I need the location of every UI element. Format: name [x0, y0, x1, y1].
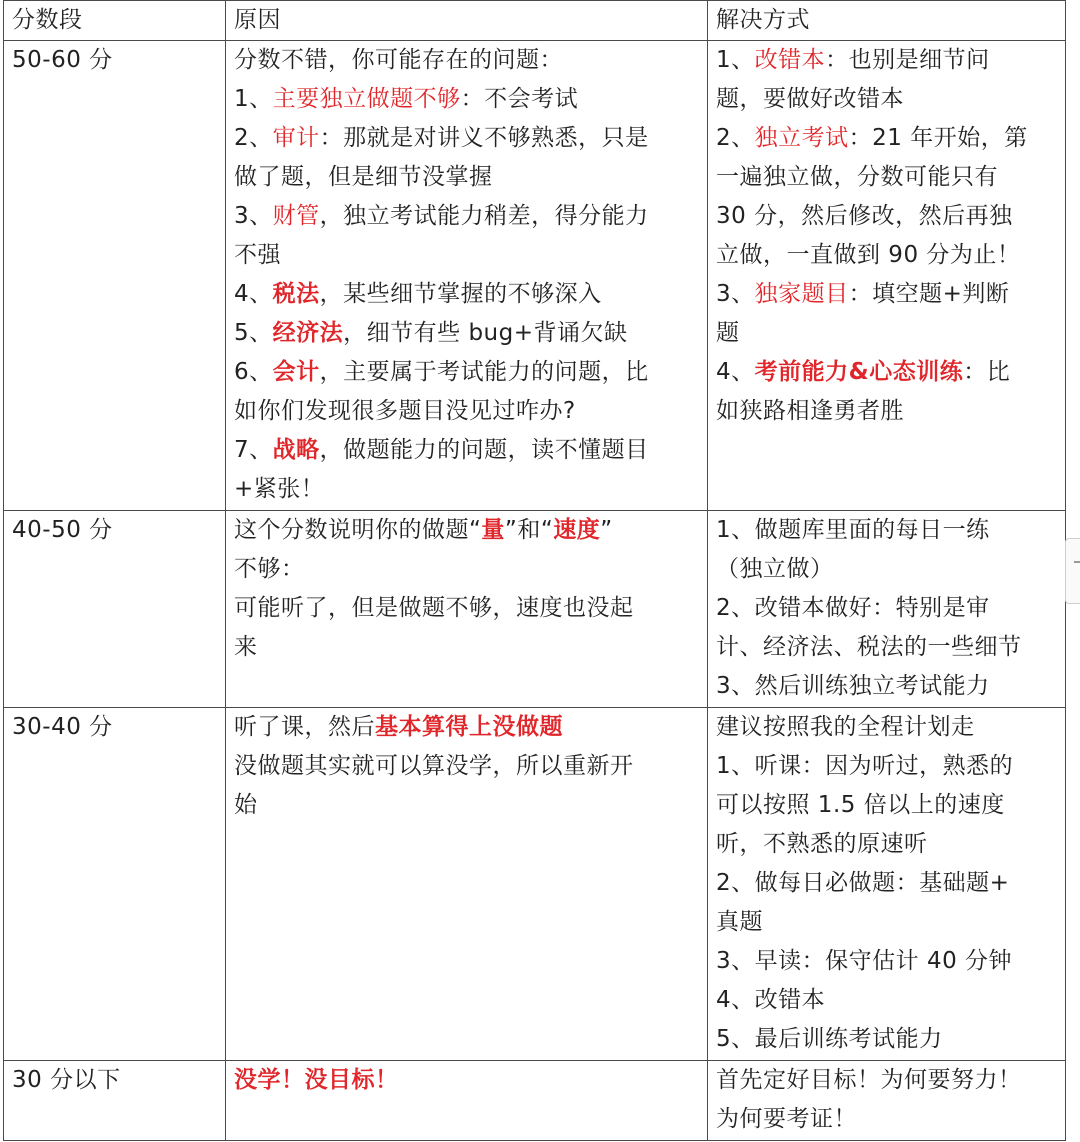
text-segment: ，做题能力的问题，读不懂题目	[319, 437, 649, 463]
text-line	[716, 589, 1059, 628]
highlight-text: 经济法	[272, 320, 344, 346]
text-line	[716, 981, 1059, 1020]
highlight-text: 改错本	[754, 47, 826, 73]
text-segment: 4、	[234, 281, 273, 307]
text-segment: 没做题其实就可以算没学，所以重新开	[234, 753, 634, 779]
highlight-text: 没学！没目标！	[234, 1067, 399, 1093]
text-segment: 为何要考证！	[716, 1106, 857, 1132]
text-segment: 分数不错，你可能存在的问题：	[234, 47, 563, 73]
highlight-text: 独家题目	[754, 281, 849, 307]
text-line	[234, 628, 701, 667]
text-line	[234, 314, 701, 353]
text-segment: 2、改错本做好：特别是审	[716, 595, 990, 621]
solution-cell	[708, 1061, 1066, 1141]
text-line	[716, 708, 1059, 747]
text-segment: 4、	[716, 359, 755, 385]
highlight-text: 速度	[553, 517, 601, 543]
highlight-text: 独立考试	[754, 125, 849, 151]
text-line	[716, 511, 1059, 550]
score-range-cell: 40-50 分	[4, 511, 226, 708]
text-line	[234, 550, 701, 589]
text-segment: 建议按照我的全程计划走	[716, 714, 975, 740]
text-line	[716, 119, 1059, 158]
text-line	[716, 314, 1059, 353]
text-segment: ，主要属于考试能力的问题，比	[319, 359, 649, 385]
text-line	[234, 275, 701, 314]
text-segment: 一遍独立做，分数可能只有	[716, 164, 998, 190]
text-line	[234, 392, 701, 431]
text-segment: +紧张！	[234, 476, 325, 502]
text-segment: 1、做题库里面的每日一练	[716, 517, 990, 543]
text-line	[234, 119, 701, 158]
text-line	[234, 708, 701, 747]
text-segment: 6、	[234, 359, 273, 385]
header-solution: 解决方式	[708, 1, 1066, 41]
text-segment: 听了课，然后	[234, 714, 375, 740]
text-line	[716, 747, 1059, 786]
text-line	[234, 80, 701, 119]
text-segment: 题	[716, 320, 740, 346]
text-line	[716, 275, 1059, 314]
text-line	[234, 786, 701, 825]
text-segment: 题，要做好改错本	[716, 86, 904, 112]
side-collapse-button[interactable]	[1065, 538, 1080, 604]
highlight-text: 战略	[272, 437, 320, 463]
highlight-text: 基本算得上没做题	[375, 714, 563, 740]
text-segment: 来	[234, 634, 258, 660]
text-segment: 2、做每日必做题：基础题+	[716, 870, 1010, 896]
text-line	[234, 511, 701, 550]
text-segment: 可以按照 1.5 倍以上的速度	[716, 792, 1005, 818]
text-segment: 立做，一直做到 90 分为止！	[716, 242, 1021, 268]
text-line	[716, 41, 1059, 80]
text-segment: ：填空题+判断	[848, 281, 1010, 307]
text-segment: 1、	[716, 47, 755, 73]
text-line	[716, 550, 1059, 589]
text-segment: 30 分，然后修改，然后再独	[716, 203, 1013, 229]
text-segment: 5、	[234, 320, 273, 346]
text-segment: ，某些细节掌握的不够深入	[319, 281, 602, 307]
text-line	[716, 786, 1059, 825]
score-range-cell: 50-60 分	[4, 41, 226, 511]
text-segment: 可能听了，但是做题不够，速度也没起	[234, 595, 634, 621]
table-row	[4, 511, 1066, 708]
text-segment: 计、经济法、税法的一些细节	[716, 634, 1022, 660]
text-line	[716, 667, 1059, 706]
highlight-text: 考前能力&心态训练	[754, 359, 964, 385]
text-line	[716, 628, 1059, 667]
text-line	[234, 197, 701, 236]
text-line	[716, 1020, 1059, 1059]
text-segment: 这个分数说明你的做题“	[234, 517, 482, 543]
header-row	[4, 1, 1066, 41]
text-segment: 1、	[234, 86, 273, 112]
text-segment: 3、	[716, 281, 755, 307]
reason-cell	[226, 1061, 708, 1141]
text-segment: ：比	[963, 359, 1011, 385]
text-segment: 2、	[716, 125, 755, 151]
text-line	[234, 353, 701, 392]
text-segment: 3、	[234, 203, 273, 229]
text-segment: 听，不熟悉的原速听	[716, 831, 928, 857]
text-segment: ：也别是细节问	[825, 47, 990, 73]
text-line	[716, 392, 1059, 431]
text-segment: ，细节有些 bug+背诵欠缺	[343, 320, 628, 346]
text-line	[234, 158, 701, 197]
text-line	[234, 747, 701, 786]
text-segment: 4、改错本	[716, 987, 826, 1013]
table-row	[4, 1061, 1066, 1141]
text-line	[716, 1061, 1059, 1100]
highlight-text: 会计	[272, 359, 320, 385]
text-segment: 3、早读：保守估计 40 分钟	[716, 948, 1013, 974]
text-segment: 2、	[234, 125, 273, 151]
text-segment: 首先定好目标！为何要努力！	[716, 1067, 1022, 1093]
text-segment: 1、听课：因为听过，熟悉的	[716, 753, 1014, 779]
text-segment: ，独立考试能力稍差，得分能力	[319, 203, 649, 229]
text-line	[716, 1100, 1059, 1139]
table-row	[4, 708, 1066, 1061]
text-line	[234, 470, 701, 509]
text-line	[716, 236, 1059, 275]
text-segment: ：不会考试	[460, 86, 579, 112]
reason-cell	[226, 511, 708, 708]
text-segment: 做了题，但是细节没掌握	[234, 164, 493, 190]
text-line	[716, 80, 1059, 119]
text-segment: ：21 年开始，第	[848, 125, 1028, 151]
solution-cell	[708, 708, 1066, 1061]
text-segment: 不够：	[234, 556, 305, 582]
text-segment: （独立做）	[716, 556, 834, 582]
text-segment: 5、最后训练考试能力	[716, 1026, 943, 1052]
highlight-text: 财管	[272, 203, 320, 229]
table-row	[4, 41, 1066, 511]
text-segment: ”和“	[504, 517, 554, 543]
text-line	[234, 236, 701, 275]
score-range-cell: 30 分以下	[4, 1061, 226, 1141]
highlight-text: 量	[481, 517, 505, 543]
text-line	[716, 903, 1059, 942]
text-segment: 3、然后训练独立考试能力	[716, 673, 990, 699]
text-segment: 真题	[716, 909, 763, 935]
header-score: 分数段	[4, 1, 226, 41]
text-line	[234, 1061, 701, 1100]
score-analysis-table	[3, 0, 1066, 1141]
text-line	[716, 942, 1059, 981]
text-line	[234, 431, 701, 470]
highlight-text: 主要独立做题不够	[272, 86, 461, 112]
text-segment: 7、	[234, 437, 273, 463]
text-segment: ”	[600, 517, 613, 543]
text-segment: 如狭路相逢勇者胜	[716, 398, 904, 424]
solution-cell	[708, 511, 1066, 708]
text-segment: 不强	[234, 242, 281, 268]
text-line	[716, 353, 1059, 392]
text-line	[716, 158, 1059, 197]
text-line	[716, 197, 1059, 236]
score-range-cell: 30-40 分	[4, 708, 226, 1061]
text-segment: 如你们发现很多题目没见过咋办?	[234, 398, 576, 424]
highlight-text: 审计	[272, 125, 320, 151]
reason-cell	[226, 708, 708, 1061]
highlight-text: 税法	[272, 281, 320, 307]
solution-cell	[708, 41, 1066, 511]
text-segment: 始	[234, 792, 258, 818]
text-line	[716, 825, 1059, 864]
text-line	[716, 864, 1059, 903]
reason-cell	[226, 41, 708, 511]
text-segment: ：那就是对讲义不够熟悉，只是	[319, 125, 649, 151]
text-line	[234, 589, 701, 628]
minus-icon	[1074, 561, 1080, 563]
text-line	[234, 41, 701, 80]
header-reason: 原因	[226, 1, 708, 41]
